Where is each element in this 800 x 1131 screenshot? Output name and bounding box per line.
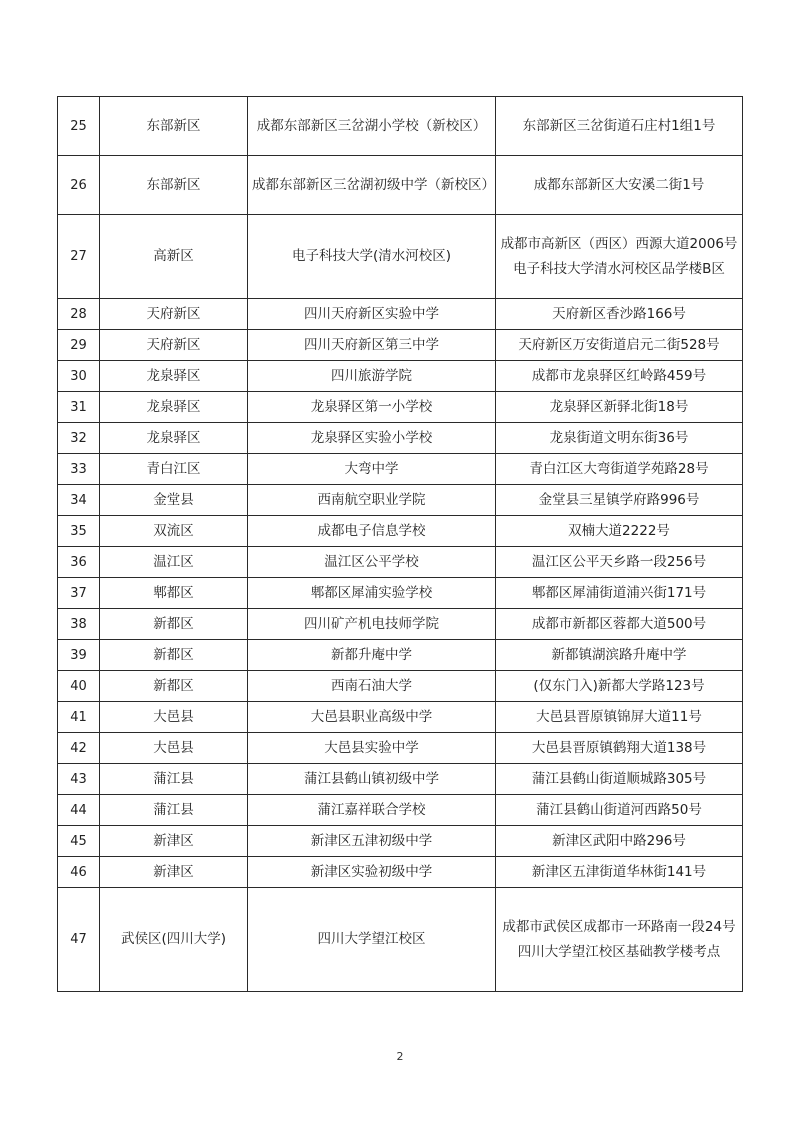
district-cell: 天府新区 [100, 299, 248, 330]
district-cell: 蒲江县 [100, 764, 248, 795]
row-number-cell: 33 [58, 454, 100, 485]
school-name-cell: 大邑县职业高级中学 [248, 702, 496, 733]
school-name-cell: 成都东部新区三岔湖初级中学（新校区） [248, 156, 496, 215]
school-name-cell: 大弯中学 [248, 454, 496, 485]
district-cell: 东部新区 [100, 97, 248, 156]
row-number-cell: 37 [58, 578, 100, 609]
district-cell: 新津区 [100, 826, 248, 857]
address-cell: 成都市高新区（西区）西源大道2006号电子科技大学清水河校区品学楼B区 [496, 215, 743, 299]
row-number-cell: 35 [58, 516, 100, 547]
table-row [58, 485, 743, 516]
row-number-cell: 46 [58, 857, 100, 888]
table-row [58, 826, 743, 857]
table-row [58, 361, 743, 392]
address-cell: 天府新区香沙路166号 [496, 299, 743, 330]
row-number-cell: 28 [58, 299, 100, 330]
row-number-cell: 38 [58, 609, 100, 640]
address-cell: 温江区公平天乡路一段256号 [496, 547, 743, 578]
address-cell: 青白江区大弯街道学苑路28号 [496, 454, 743, 485]
district-cell: 大邑县 [100, 733, 248, 764]
district-cell: 天府新区 [100, 330, 248, 361]
district-cell: 龙泉驿区 [100, 361, 248, 392]
school-name-cell: 西南航空职业学院 [248, 485, 496, 516]
table-row [58, 97, 743, 156]
address-cell: 成都东部新区大安溪二街1号 [496, 156, 743, 215]
district-cell: 新津区 [100, 857, 248, 888]
table-row [58, 578, 743, 609]
district-cell: 龙泉驿区 [100, 423, 248, 454]
table-row [58, 330, 743, 361]
address-cell: (仅东门入)新都大学路123号 [496, 671, 743, 702]
row-number-cell: 39 [58, 640, 100, 671]
table-row [58, 156, 743, 215]
school-name-cell: 新都升庵中学 [248, 640, 496, 671]
address-cell: 双楠大道2222号 [496, 516, 743, 547]
table-row [58, 423, 743, 454]
district-cell: 双流区 [100, 516, 248, 547]
school-name-cell: 龙泉驿区实验小学校 [248, 423, 496, 454]
row-number-cell: 44 [58, 795, 100, 826]
district-cell: 东部新区 [100, 156, 248, 215]
address-cell: 郫都区犀浦街道浦兴街171号 [496, 578, 743, 609]
table-row [58, 640, 743, 671]
table-row [58, 702, 743, 733]
table-row [58, 857, 743, 888]
row-number-cell: 32 [58, 423, 100, 454]
district-cell: 新都区 [100, 640, 248, 671]
school-name-cell: 蒲江嘉祥联合学校 [248, 795, 496, 826]
address-cell: 蒲江县鹤山街道河西路50号 [496, 795, 743, 826]
address-cell: 大邑县晋原镇锦屏大道11号 [496, 702, 743, 733]
row-number-cell: 40 [58, 671, 100, 702]
row-number-cell: 41 [58, 702, 100, 733]
row-number-cell: 43 [58, 764, 100, 795]
table-row [58, 215, 743, 299]
table-row [58, 795, 743, 826]
school-name-cell: 四川天府新区实验中学 [248, 299, 496, 330]
school-name-cell: 四川矿产机电技师学院 [248, 609, 496, 640]
district-cell: 高新区 [100, 215, 248, 299]
district-cell: 青白江区 [100, 454, 248, 485]
school-name-cell: 新津区五津初级中学 [248, 826, 496, 857]
district-cell: 新都区 [100, 609, 248, 640]
table-row [58, 392, 743, 423]
district-cell: 郫都区 [100, 578, 248, 609]
address-cell: 天府新区万安街道启元二街528号 [496, 330, 743, 361]
table-row [58, 609, 743, 640]
district-cell: 蒲江县 [100, 795, 248, 826]
school-name-cell: 四川天府新区第三中学 [248, 330, 496, 361]
table-row [58, 547, 743, 578]
address-cell: 新都镇湖滨路升庵中学 [496, 640, 743, 671]
table-row [58, 299, 743, 330]
row-number-cell: 31 [58, 392, 100, 423]
row-number-cell: 42 [58, 733, 100, 764]
row-number-cell: 27 [58, 215, 100, 299]
school-name-cell: 成都电子信息学校 [248, 516, 496, 547]
school-name-cell: 四川大学望江校区 [248, 888, 496, 992]
address-cell: 新津区武阳中路296号 [496, 826, 743, 857]
school-name-cell: 新津区实验初级中学 [248, 857, 496, 888]
district-cell: 金堂县 [100, 485, 248, 516]
school-name-cell: 电子科技大学(清水河校区) [248, 215, 496, 299]
school-name-cell: 西南石油大学 [248, 671, 496, 702]
school-name-cell: 温江区公平学校 [248, 547, 496, 578]
row-number-cell: 36 [58, 547, 100, 578]
address-cell: 金堂县三星镇学府路996号 [496, 485, 743, 516]
school-name-cell: 四川旅游学院 [248, 361, 496, 392]
row-number-cell: 34 [58, 485, 100, 516]
address-cell: 蒲江县鹤山街道顺城路305号 [496, 764, 743, 795]
address-cell: 大邑县晋原镇鹤翔大道138号 [496, 733, 743, 764]
school-name-cell: 成都东部新区三岔湖小学校（新校区） [248, 97, 496, 156]
exam-site-table [57, 96, 743, 992]
school-name-cell: 蒲江县鹤山镇初级中学 [248, 764, 496, 795]
table-row [58, 888, 743, 992]
table-row [58, 671, 743, 702]
row-number-cell: 25 [58, 97, 100, 156]
school-name-cell: 大邑县实验中学 [248, 733, 496, 764]
address-cell: 成都市新都区蓉都大道500号 [496, 609, 743, 640]
address-cell: 龙泉驿区新驿北街18号 [496, 392, 743, 423]
address-cell: 东部新区三岔街道石庄村1组1号 [496, 97, 743, 156]
address-cell: 新津区五津街道华林街141号 [496, 857, 743, 888]
table-row [58, 454, 743, 485]
address-cell: 龙泉街道文明东街36号 [496, 423, 743, 454]
school-name-cell: 郫都区犀浦实验学校 [248, 578, 496, 609]
row-number-cell: 30 [58, 361, 100, 392]
row-number-cell: 47 [58, 888, 100, 992]
row-number-cell: 29 [58, 330, 100, 361]
district-cell: 武侯区(四川大学) [100, 888, 248, 992]
address-cell: 成都市龙泉驿区红岭路459号 [496, 361, 743, 392]
address-cell: 成都市武侯区成都市一环路南一段24号四川大学望江校区基础教学楼考点 [496, 888, 743, 992]
table-row [58, 733, 743, 764]
row-number-cell: 45 [58, 826, 100, 857]
exam-site-table-page [57, 96, 742, 992]
row-number-cell: 26 [58, 156, 100, 215]
district-cell: 温江区 [100, 547, 248, 578]
table-row [58, 516, 743, 547]
page-number: 2 [396, 1050, 404, 1063]
district-cell: 龙泉驿区 [100, 392, 248, 423]
school-name-cell: 龙泉驿区第一小学校 [248, 392, 496, 423]
table-body [58, 97, 743, 992]
table-row [58, 764, 743, 795]
district-cell: 大邑县 [100, 702, 248, 733]
district-cell: 新都区 [100, 671, 248, 702]
